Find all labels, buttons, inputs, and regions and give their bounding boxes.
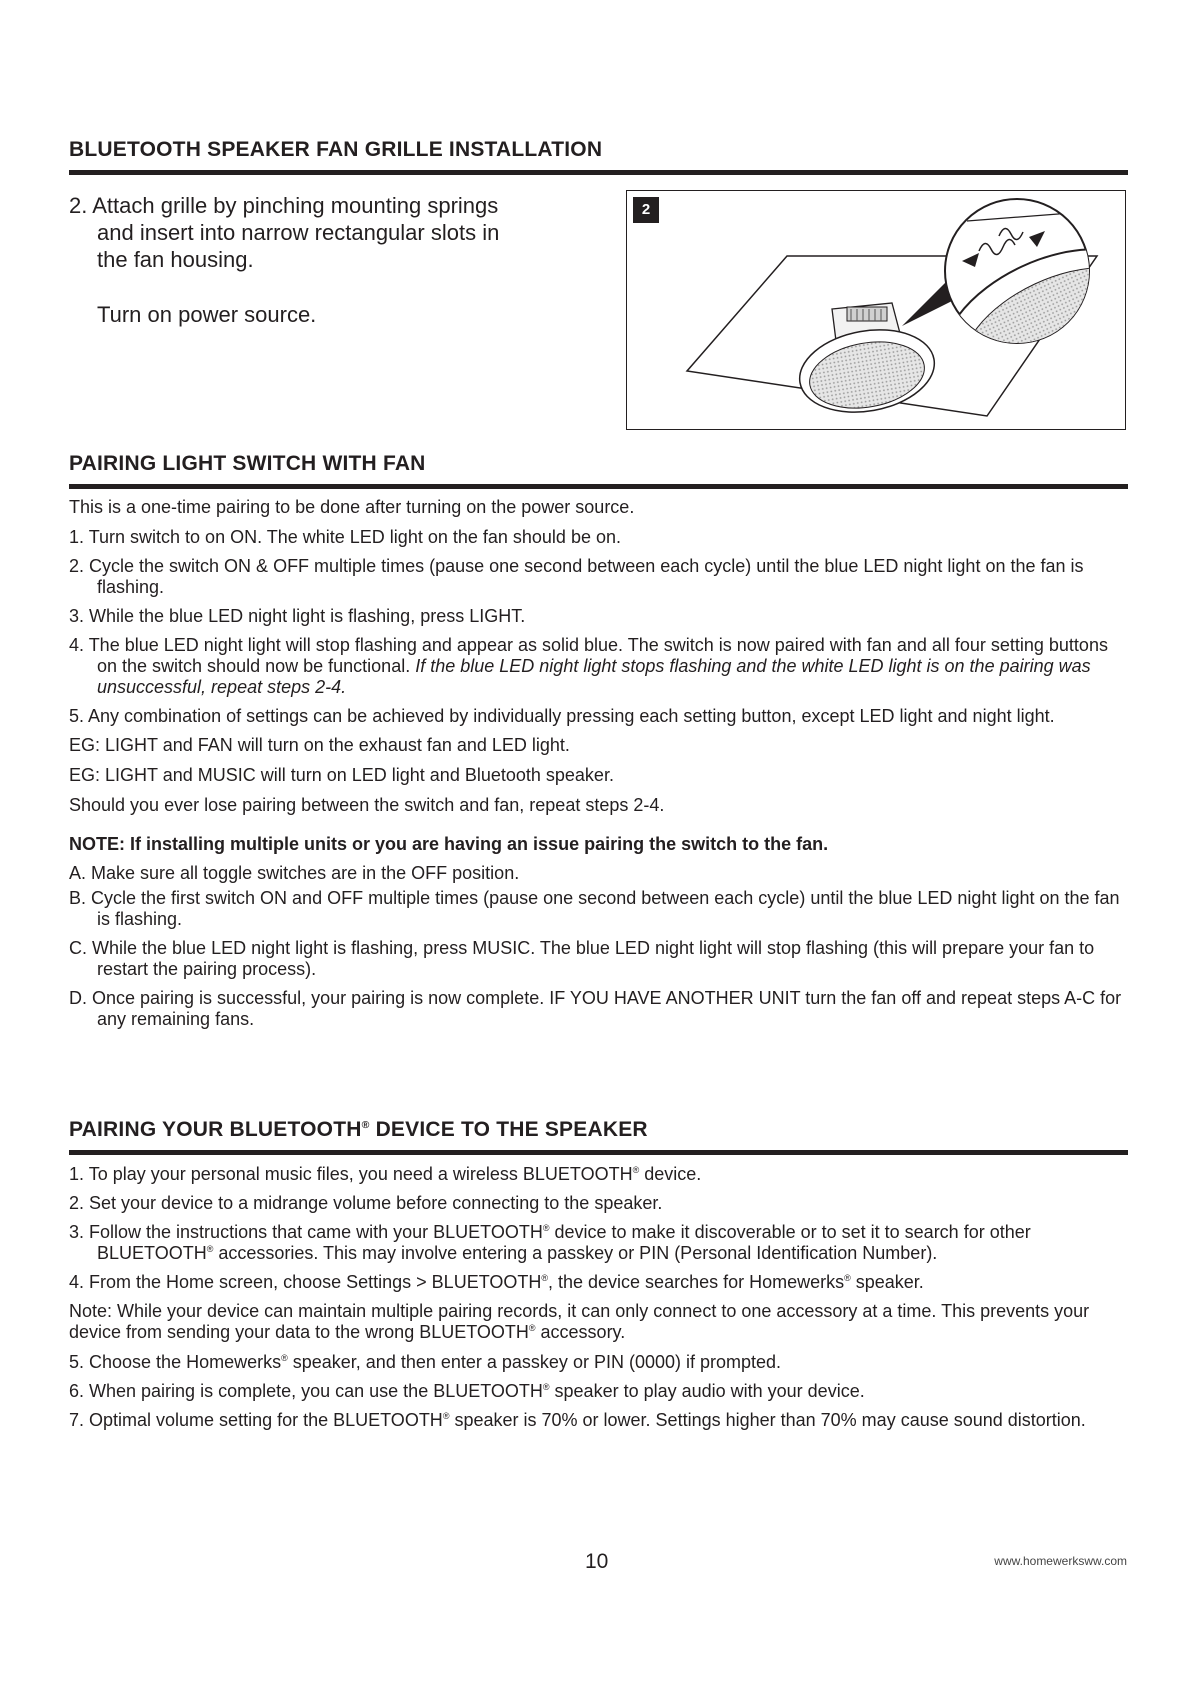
- pairing-step-4: [69, 635, 1129, 698]
- pairing-step-4-text: 4. The blue LED night light will stop flashing and appear as solid blue. The switch is now paired with fan and all four setting buttons on the switch should now be functional.: [69, 635, 1108, 676]
- pairing-step-1: 1. Turn switch to on ON. The white LED light on the fan should be on.: [69, 527, 621, 547]
- pairing-step-2: 2. Cycle the switch ON & OFF multiple times (pause one second between each cycle) until the blue LED night light on the fan is flashing.: [69, 556, 1084, 597]
- grille-step-line1: 2. Attach grille by pinching mounting springs: [69, 193, 499, 218]
- note-step-a: A. Make sure all toggle switches are in the OFF position.: [69, 863, 520, 883]
- pairing-bluetooth-body: [69, 1164, 1129, 1439]
- pairing-intro: This is a one-time pairing to be done after turning on the power source.: [69, 497, 635, 517]
- grille-installation-figure: [626, 190, 1126, 430]
- section-title-grille-installation: BLUETOOTH SPEAKER FAN GRILLE INSTALLATION: [69, 138, 1128, 175]
- bt-step-1: 1. To play your personal music files, you need a wireless BLUETOOTH® device.: [69, 1164, 702, 1184]
- example-light-music: EG: LIGHT and MUSIC will turn on LED light and Bluetooth speaker.: [69, 765, 614, 785]
- bt-pairing-records-note: Note: While your device can maintain multiple pairing records, it can only connect to one accessory at a time. This prevents your device from sending your data to the wrong BLUETOOTH® accessory.: [69, 1301, 1090, 1342]
- grille-step-text: [69, 192, 569, 328]
- website-url: www.homewerksww.com: [994, 1554, 1127, 1568]
- example-light-fan: EG: LIGHT and FAN will turn on the exhaust fan and LED light.: [69, 735, 570, 755]
- power-source-text: Turn on power source.: [97, 302, 317, 327]
- bt-step-3: 3. Follow the instructions that came with your BLUETOOTH® device to make it discoverable or to set it to search for other BLUETOOTH® accessories. This may involve entering a passkey or PIN (Personal Identification Number).: [69, 1222, 1031, 1263]
- pairing-step-5: 5. Any combination of settings can be achieved by individually pressing each setting button, except LED light and night light.: [69, 706, 1055, 726]
- section-title-pairing-bluetooth: PAIRING YOUR BLUETOOTH® DEVICE TO THE SPEAKER: [69, 1118, 1128, 1155]
- fan-grille-illustration: [627, 191, 1127, 431]
- grille-step-line3: the fan housing.: [97, 247, 254, 272]
- bt-step-5: 5. Choose the Homewerks® speaker, and then enter a passkey or PIN (0000) if prompted.: [69, 1352, 782, 1372]
- pairing-step-4-warning: If the blue LED night light stops flashing and the white LED light is on the pairing was unsuccessful, repeat steps 2-4.: [97, 656, 1091, 697]
- multiple-units-note-title: NOTE: If installing multiple units or you are having an issue pairing the switch to the fan.: [69, 834, 829, 854]
- bt-step-7: 7. Optimal volume setting for the BLUETOOTH® speaker is 70% or lower. Settings higher than 70% may cause sound distortion.: [69, 1410, 1086, 1430]
- note-step-d: D. Once pairing is successful, your pairing is now complete. IF YOU HAVE ANOTHER UNIT turn the fan off and repeat steps A-C for any remaining fans.: [69, 988, 1122, 1029]
- pairing-step-3: 3. While the blue LED night light is flashing, press LIGHT.: [69, 606, 526, 626]
- note-step-c: C. While the blue LED night light is flashing, press MUSIC. The blue LED night light will stop flashing (this will prepare your fan to restart the pairing process).: [69, 938, 1095, 979]
- note-step-b: B. Cycle the first switch ON and OFF multiple times (pause one second between each cycle) until the blue LED night light on the fan is flashing.: [69, 888, 1120, 929]
- figure-number-badge: 2: [633, 197, 659, 223]
- bt-step-4: 4. From the Home screen, choose Settings > BLUETOOTH®, the device searches for Homewerks® speaker.: [69, 1272, 924, 1292]
- pairing-switch-body: [69, 497, 1129, 1038]
- page-number: 10: [585, 1550, 609, 1573]
- section-title-pairing-switch: PAIRING LIGHT SWITCH WITH FAN: [69, 452, 1128, 489]
- bt-step-2: 2. Set your device to a midrange volume before connecting to the speaker.: [69, 1193, 663, 1213]
- lose-pairing-text: Should you ever lose pairing between the switch and fan, repeat steps 2-4.: [69, 795, 665, 815]
- bt-step-6: 6. When pairing is complete, you can use the BLUETOOTH® speaker to play audio with your device.: [69, 1381, 865, 1401]
- grille-step-line2: and insert into narrow rectangular slots in: [97, 220, 500, 245]
